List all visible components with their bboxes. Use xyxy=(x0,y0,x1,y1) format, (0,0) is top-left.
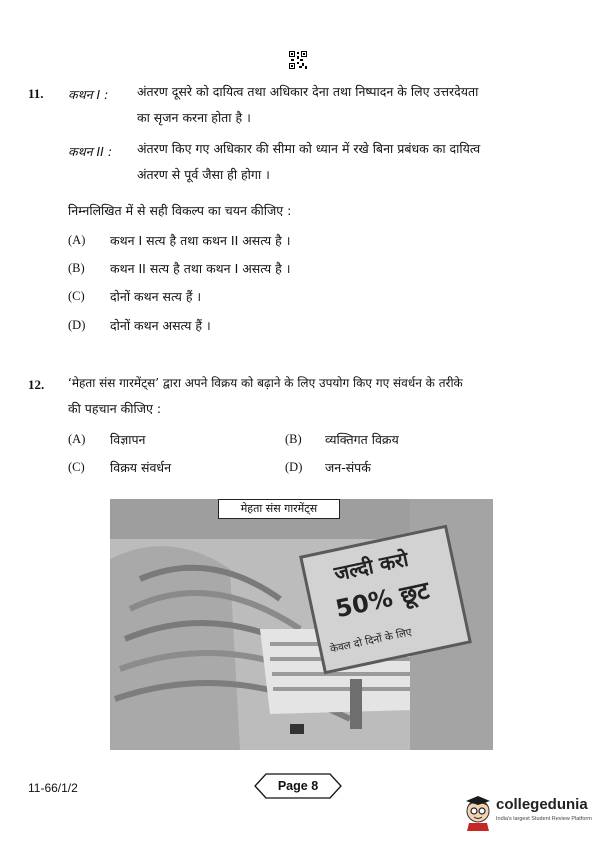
student-mascot-icon xyxy=(462,793,494,831)
sign-discount: 50% छूट xyxy=(333,576,432,624)
q12-option-c-letter: (C) xyxy=(68,460,85,474)
statement-1-line-2: का सृजन करना होता है । xyxy=(137,110,251,125)
q12-option-c-text: विक्रय संवर्धन xyxy=(110,460,172,475)
question-12-number: 12. xyxy=(28,377,45,392)
q12-option-a-letter: (A) xyxy=(68,432,86,446)
q11-option-c-letter: (C) xyxy=(68,289,85,303)
q12-option-b-letter: (B) xyxy=(285,432,302,446)
page-number-box xyxy=(254,773,342,799)
q11-option-d-letter: (D) xyxy=(68,318,86,332)
photo-caption: मेहता संस गारमेंट्स xyxy=(218,499,340,519)
brand-tagline: India's largest Student Review Platform xyxy=(496,816,592,822)
q11-option-a-letter: (A) xyxy=(68,233,86,247)
statement-1-line-1: अंतरण दूसरे को दायित्व तथा अधिकार देना तथा निष्पादन के लिए उत्तरदेयता xyxy=(137,84,479,99)
q11-option-c-text: दोनों कथन सत्य हैं । xyxy=(110,289,202,304)
q12-option-d-letter: (D) xyxy=(285,460,303,474)
question-11-number: 11. xyxy=(28,86,44,101)
q11-option-d-text: दोनों कथन असत्य हैं । xyxy=(110,318,211,333)
q12-option-d-text: जन-संपर्क xyxy=(325,460,371,475)
sale-sign-photo xyxy=(110,499,493,750)
sign-note: केवल दो दिनों के लिए xyxy=(328,626,413,656)
q12-option-a-text: विज्ञापन xyxy=(110,432,146,447)
statement-2-line-2: अंतरण से पूर्व जैसा ही होगा । xyxy=(137,167,270,182)
q11-option-b-text: कथन II सत्य है तथा कथन I असत्य है । xyxy=(110,261,291,276)
question-12-line-2: की पहचान कीजिए : xyxy=(68,401,162,416)
q11-option-b-letter: (B) xyxy=(68,261,85,275)
question-11-instruction: निम्नलिखित में से सही विकल्प का चयन कीजिए : xyxy=(68,203,292,218)
statement-2-line-1: अंतरण किए गए अधिकार की सीमा को ध्यान में रखे बिना प्रबंधक का दायित्व xyxy=(137,141,481,156)
page-number: Page 8 xyxy=(277,779,319,793)
statement-1-label: कथन I : xyxy=(68,87,109,102)
question-12-line-1: ‘मेहता संस गारमेंट्स’ द्वारा अपने विक्रय को बढ़ाने के लिए उपयोग किए गए संवर्धन के तरीके xyxy=(68,376,463,390)
sign-title: जल्दी करो xyxy=(332,546,411,586)
q11-option-a-text: कथन I सत्य है तथा कथन II असत्य है । xyxy=(110,233,291,248)
q12-option-b-text: व्यक्तिगत विक्रय xyxy=(325,432,399,447)
statement-2-label: कथन II : xyxy=(68,144,113,159)
brand-name: collegedunia xyxy=(496,796,588,813)
paper-code: 11-66/1/2 xyxy=(28,781,78,795)
qr-code-icon xyxy=(288,50,308,70)
collegedunia-logo xyxy=(462,793,592,833)
